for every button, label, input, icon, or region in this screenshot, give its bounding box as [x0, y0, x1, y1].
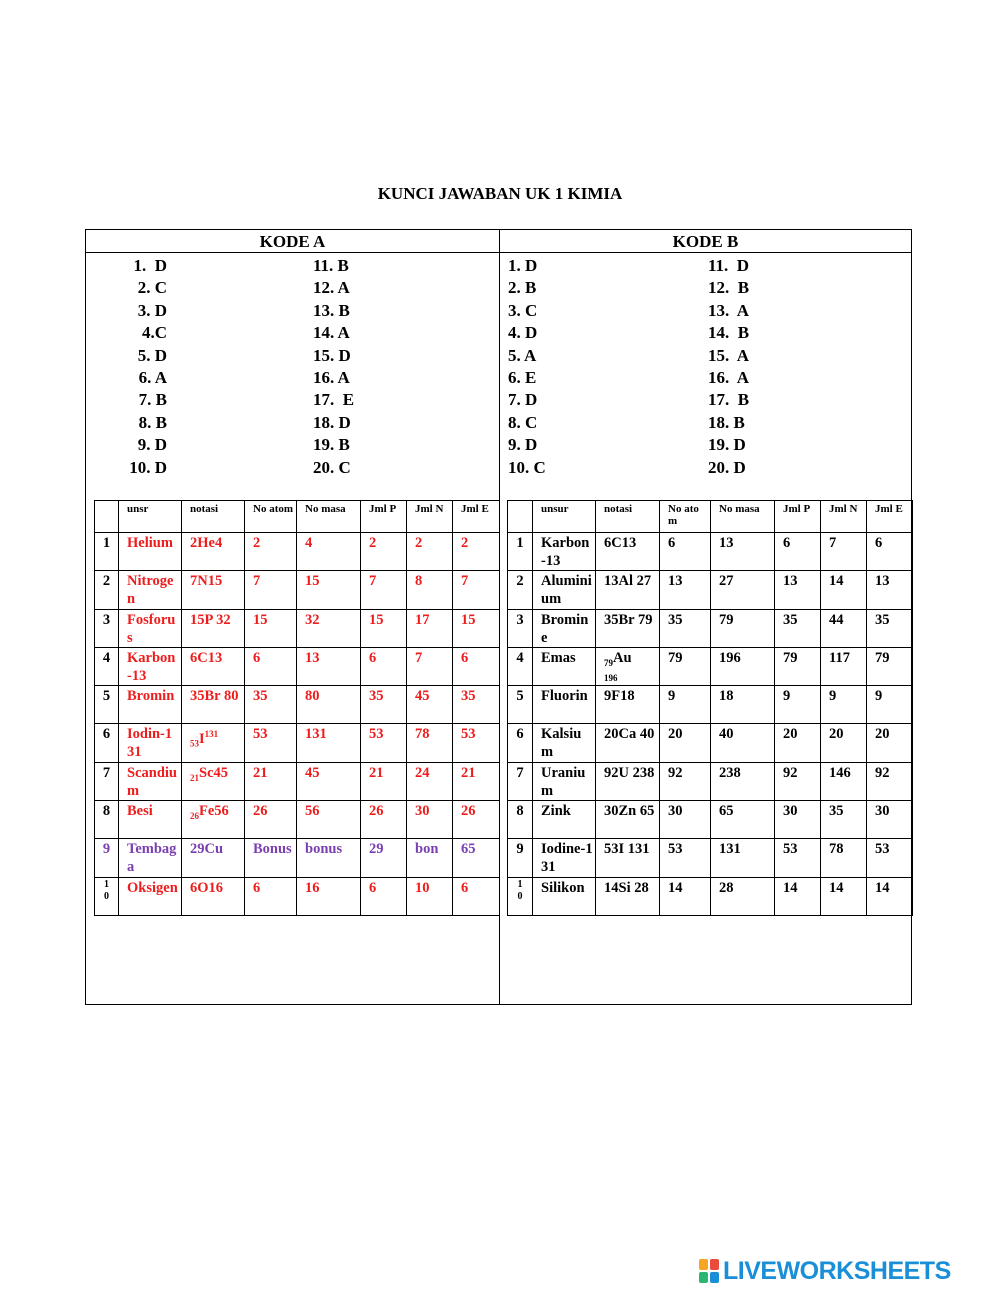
table-row: [508, 533, 913, 571]
value-atom: 35: [245, 686, 297, 724]
value-n: 30: [407, 801, 453, 839]
value-e: 6: [453, 647, 500, 685]
column-header: unsur: [533, 501, 596, 533]
value-atom: 92: [660, 762, 711, 800]
value-p: 26: [361, 801, 407, 839]
answer-item: 2. B: [508, 278, 537, 298]
row-number-text: 2: [102, 573, 111, 590]
table-row: [508, 801, 913, 839]
row-number-text: 3: [516, 611, 524, 628]
value-masa: 18: [711, 686, 775, 724]
value-masa: 15: [297, 571, 361, 609]
value-e: 21: [453, 762, 500, 800]
value-n: 24: [407, 762, 453, 800]
table-row: [508, 609, 913, 647]
row-number-text: 9: [102, 841, 111, 858]
table-row: [95, 647, 500, 685]
kode-a-answers-col2: [313, 255, 354, 479]
table-row: [508, 839, 913, 877]
value-p: 92: [775, 762, 821, 800]
column-header: Jml P: [361, 501, 407, 533]
element-name: Iodin-131: [119, 724, 182, 762]
row-number: [508, 686, 533, 724]
value-p: 53: [361, 724, 407, 762]
column-header: Jml N: [821, 501, 867, 533]
table-row: [95, 533, 500, 571]
value-p: 53: [775, 839, 821, 877]
value-atom: 21: [245, 762, 297, 800]
answer-item: 4.C: [141, 323, 167, 343]
value-e: 65: [453, 839, 500, 877]
row-number-text: 2: [516, 573, 524, 590]
element-name: Oksigen: [119, 877, 182, 915]
value-p: 79: [775, 647, 821, 685]
value-p: 21: [361, 762, 407, 800]
answer-item: 7. D: [508, 390, 538, 410]
row-number-text: 6: [102, 726, 111, 743]
row-number-text: 7: [516, 764, 524, 781]
table-row: [95, 762, 500, 800]
element-name: Bromine: [533, 609, 596, 647]
value-n: 146: [821, 762, 867, 800]
element-notation: 9F18: [596, 686, 660, 724]
notation-atomic-number: 79: [604, 657, 613, 668]
value-p: 29: [361, 839, 407, 877]
element-notation: 35Br 79: [596, 609, 660, 647]
element-name: Aluminium: [533, 571, 596, 609]
value-e: 15: [453, 609, 500, 647]
page-title: KUNCI JAWABAN UK 1 KIMIA: [377, 184, 623, 203]
value-atom: 79: [660, 647, 711, 685]
value-e: 9: [867, 686, 913, 724]
value-e: 30: [867, 801, 913, 839]
answer-item: 8. B: [138, 412, 167, 432]
element-name: Besi: [119, 801, 182, 839]
element-name: Karbon-13: [533, 533, 596, 571]
row-number-text: 8: [516, 803, 524, 820]
notation-atomic-number: 26: [190, 810, 199, 821]
column-header: No atom: [660, 501, 711, 533]
value-n: 78: [821, 839, 867, 877]
value-p: 35: [775, 609, 821, 647]
answer-item: 14. A: [313, 323, 350, 343]
answer-item: 9. D: [137, 435, 167, 455]
notation-mass-number: 131: [204, 729, 219, 740]
value-n: 20: [821, 724, 867, 762]
value-e: 35: [453, 686, 500, 724]
row-number-text: 1: [102, 535, 111, 551]
value-n: 117: [821, 647, 867, 685]
element-name: Emas: [533, 647, 596, 685]
row-number: [95, 877, 119, 915]
element-name: Zink: [533, 801, 596, 839]
value-n: 45: [407, 686, 453, 724]
value-masa: 131: [711, 839, 775, 877]
column-header: No masa: [711, 501, 775, 533]
value-e: 35: [867, 609, 913, 647]
row-number: [508, 571, 533, 609]
row-number-text: 4: [102, 649, 111, 666]
answer-item: 6. E: [508, 367, 537, 387]
table-row: [95, 839, 500, 877]
value-n: 9: [821, 686, 867, 724]
table-row: [95, 724, 500, 762]
value-e: 92: [867, 762, 913, 800]
answer-item: 11. D: [708, 256, 750, 275]
answer-item: 9. D: [508, 435, 538, 455]
answer-item: 20. D: [708, 457, 746, 477]
element-notation: 53I 131: [596, 839, 660, 877]
value-e: 26: [453, 801, 500, 839]
value-p: 35: [361, 686, 407, 724]
value-atom: Bonus: [245, 839, 297, 877]
row-number: [95, 801, 119, 839]
row-number-text: 7: [102, 764, 111, 781]
answer-item: 14. B: [708, 323, 750, 343]
value-p: 6: [361, 877, 407, 915]
row-number: [508, 647, 533, 685]
value-e: 13: [867, 571, 913, 609]
row-number-text: 4: [516, 649, 524, 666]
element-name: Uranium: [533, 762, 596, 800]
value-p: 20: [775, 724, 821, 762]
row-number-text: 5: [102, 688, 111, 705]
value-e: 7: [453, 571, 500, 609]
row-number: [95, 724, 119, 762]
answer-item: 10. C: [508, 457, 546, 477]
value-atom: 53: [245, 724, 297, 762]
row-number: [508, 762, 533, 800]
row-number: [508, 839, 533, 877]
value-masa: 80: [297, 686, 361, 724]
element-notation: 6C13: [182, 647, 245, 685]
element-notation: 6C13: [596, 533, 660, 571]
kode-b-heading: KODE B: [672, 232, 739, 251]
element-name: Scandium: [119, 762, 182, 800]
value-masa: 13: [297, 647, 361, 685]
row-number: [95, 533, 119, 571]
row-number-text: 1: [516, 535, 524, 551]
answer-item: 16. A: [708, 367, 750, 387]
value-n: bon: [407, 839, 453, 877]
row-number: [95, 609, 119, 647]
value-atom: 35: [660, 609, 711, 647]
answer-item: 10. D: [129, 457, 167, 477]
answer-item: 7. B: [138, 390, 167, 410]
element-notation: 35Br 80: [182, 686, 245, 724]
value-n: 35: [821, 801, 867, 839]
liveworksheets-logo-icon: [699, 1259, 719, 1283]
answer-item: 3. C: [508, 300, 538, 320]
kode-b-answers-col2: [708, 255, 749, 479]
row-number: [95, 686, 119, 724]
element-name: Fosforus: [119, 609, 182, 647]
column-header: notasi: [596, 501, 660, 533]
column-header: unsr: [119, 501, 182, 533]
value-n: 8: [407, 571, 453, 609]
answer-item: 18. B: [708, 412, 745, 432]
element-notation: 2He4: [182, 533, 245, 571]
answer-item: 12. A: [313, 278, 350, 298]
row-number-text: 10: [517, 878, 523, 902]
value-atom: 7: [245, 571, 297, 609]
value-e: 6: [453, 877, 500, 915]
table-row: [95, 877, 500, 915]
table-row: [508, 877, 913, 915]
value-masa: 196: [711, 647, 775, 685]
notation-symbol: Fe56: [199, 803, 229, 820]
value-masa: 13: [711, 533, 775, 571]
table-row: [95, 686, 500, 724]
value-p: 7: [361, 571, 407, 609]
value-atom: 13: [660, 571, 711, 609]
row-number: [95, 762, 119, 800]
notation-atomic-number: 21: [190, 772, 199, 783]
value-masa: 32: [297, 609, 361, 647]
value-n: 17: [407, 609, 453, 647]
column-header: [95, 501, 119, 533]
element-name: Fluorin: [533, 686, 596, 724]
kode-a-element-table: [94, 500, 500, 916]
value-e: 14: [867, 877, 913, 915]
value-atom: 14: [660, 877, 711, 915]
value-e: 20: [867, 724, 913, 762]
answer-item: 11. B: [313, 256, 349, 275]
answer-item: 17. B: [708, 390, 750, 410]
column-header: [508, 501, 533, 533]
column-header: Jml P: [775, 501, 821, 533]
row-number-text: 3: [102, 611, 111, 628]
value-atom: 6: [660, 533, 711, 571]
answer-item: 15. D: [313, 345, 351, 365]
value-atom: 2: [245, 533, 297, 571]
row-number-text: 10: [104, 878, 109, 902]
column-header: notasi: [182, 501, 245, 533]
value-p: 6: [361, 647, 407, 685]
element-notation: 14Si 28: [596, 877, 660, 915]
header-divider: [86, 252, 911, 253]
value-masa: 16: [297, 877, 361, 915]
row-number-text: 8: [102, 803, 111, 820]
answer-item: 6. A: [138, 367, 167, 387]
element-notation: 6O16: [182, 877, 245, 915]
answer-item: 8. C: [508, 412, 538, 432]
answer-item: 17. E: [313, 390, 355, 410]
value-atom: 20: [660, 724, 711, 762]
answer-item: 18. D: [313, 412, 351, 432]
element-notation: 20Ca 40: [596, 724, 660, 762]
value-p: 14: [775, 877, 821, 915]
table-header-row: [508, 501, 913, 533]
answer-item: 1. D: [508, 256, 538, 275]
table-row: [508, 647, 913, 685]
answer-item: 20. C: [313, 457, 351, 477]
element-name: Karbon-13: [119, 647, 182, 685]
answer-item: 2. C: [137, 278, 167, 298]
value-atom: 30: [660, 801, 711, 839]
element-name: Iodine-131: [533, 839, 596, 877]
value-p: 15: [361, 609, 407, 647]
row-number: [508, 724, 533, 762]
element-notation: 7N15: [182, 571, 245, 609]
answer-item: 13. B: [313, 300, 350, 320]
value-masa: 45: [297, 762, 361, 800]
value-masa: 28: [711, 877, 775, 915]
value-p: 6: [775, 533, 821, 571]
row-number: [508, 801, 533, 839]
table-row: [508, 571, 913, 609]
value-n: 44: [821, 609, 867, 647]
column-header: No masa: [297, 501, 361, 533]
value-e: 6: [867, 533, 913, 571]
table-row: [95, 801, 500, 839]
value-masa: 27: [711, 571, 775, 609]
answer-item: 16. A: [313, 367, 350, 387]
row-number: [95, 839, 119, 877]
answer-item: 19. D: [708, 435, 746, 455]
kode-a-answers-col1: [124, 255, 167, 479]
element-name: Tembaga: [119, 839, 182, 877]
value-p: 30: [775, 801, 821, 839]
column-header: Jml E: [453, 501, 500, 533]
value-masa: 40: [711, 724, 775, 762]
value-n: 7: [821, 533, 867, 571]
value-e: 53: [867, 839, 913, 877]
column-header: Jml N: [407, 501, 453, 533]
element-name: Bromin: [119, 686, 182, 724]
value-masa: 56: [297, 801, 361, 839]
value-e: 79: [867, 647, 913, 685]
value-atom: 53: [660, 839, 711, 877]
answer-item: 19. B: [313, 435, 350, 455]
value-n: 2: [407, 533, 453, 571]
value-masa: 79: [711, 609, 775, 647]
row-number: [95, 647, 119, 685]
row-number-text: 6: [516, 726, 524, 743]
value-masa: 131: [297, 724, 361, 762]
answer-item: 5. D: [137, 345, 167, 365]
value-n: 14: [821, 571, 867, 609]
value-n: 14: [821, 877, 867, 915]
row-number-text: 5: [516, 688, 524, 705]
answer-item: 3. D: [137, 300, 167, 320]
value-n: 78: [407, 724, 453, 762]
value-atom: 6: [245, 647, 297, 685]
notation-atomic-number: 53: [190, 739, 199, 750]
brand-name: LIVEWORKSHEETS: [723, 1256, 951, 1285]
value-p: 2: [361, 533, 407, 571]
element-notation: 92U 238: [596, 762, 660, 800]
value-atom: 26: [245, 801, 297, 839]
value-p: 13: [775, 571, 821, 609]
element-notation: [596, 647, 660, 685]
table-row: [508, 724, 913, 762]
row-number: [95, 571, 119, 609]
element-notation: 29Cu: [182, 839, 245, 877]
table-row: [508, 762, 913, 800]
answer-item: 12. B: [708, 278, 750, 298]
value-atom: 9: [660, 686, 711, 724]
notation-mass-number: 196: [604, 672, 618, 683]
element-name: Kalsium: [533, 724, 596, 762]
value-masa: 238: [711, 762, 775, 800]
value-n: 10: [407, 877, 453, 915]
kode-b-answers-col1: [508, 255, 546, 479]
value-atom: 6: [245, 877, 297, 915]
value-e: 53: [453, 724, 500, 762]
row-number-text: 9: [516, 841, 524, 858]
answer-item: 1. D: [133, 256, 167, 275]
row-number: [508, 609, 533, 647]
table-row: [508, 686, 913, 724]
table-header-row: [95, 501, 500, 533]
element-notation: 13Al 27: [596, 571, 660, 609]
element-notation: 15P 32: [182, 609, 245, 647]
value-masa: 65: [711, 801, 775, 839]
element-notation: 30Zn 65: [596, 801, 660, 839]
answer-item: 13. A: [708, 300, 750, 320]
element-notation: [182, 762, 245, 800]
value-masa: 4: [297, 533, 361, 571]
value-p: 9: [775, 686, 821, 724]
liveworksheets-branding: [699, 1257, 951, 1285]
value-e: 2: [453, 533, 500, 571]
row-number: [508, 877, 533, 915]
notation-symbol: Au: [613, 649, 632, 666]
answer-item: 4. D: [508, 323, 538, 343]
value-atom: 15: [245, 609, 297, 647]
element-notation: [182, 724, 245, 762]
answer-item: 15. A: [708, 345, 750, 365]
element-name: Nitrogen: [119, 571, 182, 609]
table-row: [95, 571, 500, 609]
column-header: Jml E: [867, 501, 913, 533]
element-name: Silikon: [533, 877, 596, 915]
kode-a-heading: KODE A: [259, 232, 326, 251]
table-row: [95, 609, 500, 647]
kode-b-element-table: [507, 500, 913, 916]
notation-symbol: I: [199, 731, 205, 748]
value-n: 7: [407, 647, 453, 685]
column-header: No atom: [245, 501, 297, 533]
answer-item: 5. A: [508, 345, 537, 365]
value-masa: bonus: [297, 839, 361, 877]
row-number: [508, 533, 533, 571]
element-name: Helium: [119, 533, 182, 571]
notation-symbol: Sc45: [199, 764, 228, 781]
element-notation: [182, 801, 245, 839]
